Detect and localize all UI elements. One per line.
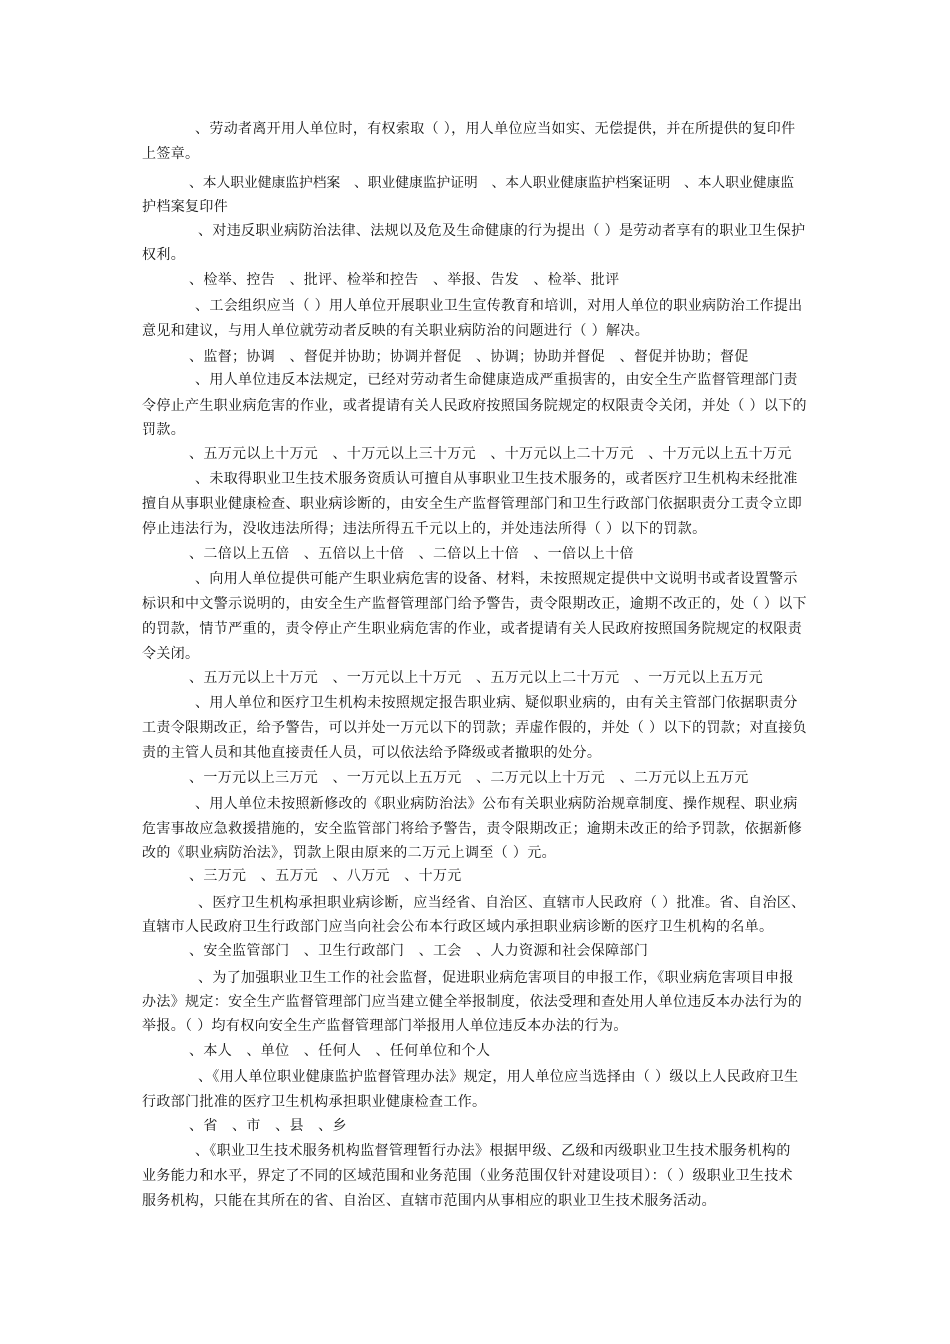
text-line: 、三万元 、五万元 、八万元 、十万元 [189, 868, 462, 884]
text-line: 令关闭。 [142, 646, 200, 662]
text-line: 、省 、市 、县 、乡 [189, 1118, 347, 1134]
text-line: 、本人职业健康监护档案 、职业健康监护证明 、本人职业健康监护档案证明 、本人职业健康监 [189, 175, 795, 191]
text-line: 直辖市人民政府卫生行政部门应当向社会公布本行政区域内承担职业病诊断的医疗卫生机构的名单。 [142, 919, 774, 935]
text-line: 停止违法行为，没收违法所得；违法所得五千元以上的，并处违法所得（ ）以下的罚款。 [142, 521, 707, 537]
text-line: 、一万元以上三万元 、一万元以上五万元 、二万元以上十万元 、二万元以上五万元 [189, 770, 749, 786]
text-line: 举报。（ ）均有权向安全生产监督管理部门举报用人单位违反本办法的行为。 [142, 1018, 628, 1034]
text-line: 标识和中文警示说明的，由安全生产监督管理部门给予警告，责令限期改正，逾期不改正的，处（ ）以下 [142, 596, 807, 612]
text-line: 改的《职业病防治法》，罚款上限由原来的二万元上调至（ ）元。 [142, 845, 556, 861]
text-line: 、安全监管部门 、卫生行政部门 、工会 、人力资源和社会保障部门 [189, 943, 649, 959]
text-line: 擅自从事职业健康检查、职业病诊断的，由安全生产监督管理部门和卫生行政部门依据职责分工责令立即 [142, 496, 803, 512]
text-line: 、工会组织应当（ ）用人单位开展职业卫生宣传教育和培训，对用人单位的职业病防治工作提出 [195, 298, 803, 314]
text-line: 、用人单位违反本法规定，已经对劳动者生命健康造成严重损害的，由安全生产监督管理部门责 [195, 372, 798, 388]
text-line: 护档案复印件 [142, 199, 229, 215]
text-line: 行政部门批准的医疗卫生机构承担职业健康检查工作。 [142, 1094, 487, 1110]
text-line: 、《职业卫生技术服务机构监督管理暂行办法》根据甲级、乙级和丙级职业卫生技术服务机构的 [195, 1143, 791, 1159]
text-line: 服务机构，只能在其所在的省、自治区、直辖市范围内从事相应的职业卫生技术服务活动。 [142, 1193, 716, 1209]
text-line: 的罚款，情节严重的，责令停止产生职业病危害的作业，或者提请有关人民政府按照国务院规定的权限责 [142, 621, 803, 637]
text-line: 、监督；协调 、督促并协助；协调并督促 、协调；协助并督促 、督促并协助；督促 [189, 349, 749, 365]
text-line: 、五万元以上十万元 、一万元以上十万元 、五万元以上二十万元 、一万元以上五万元 [189, 670, 763, 686]
text-line: 危害事故应急救援措施的，安全监管部门将给予警告，责令限期改正；逾期未改正的给予罚款，依据新修 [142, 821, 803, 837]
text-line: 、向用人单位提供可能产生职业病危害的设备、材料，未按照规定提供中文说明书或者设置警示 [195, 571, 798, 587]
text-line: 、医疗卫生机构承担职业病诊断，应当经省、自治区、直辖市人民政府（ ）批准。省、自治区、 [198, 895, 806, 911]
text-line: 、为了加强职业卫生工作的社会监督，促进职业病危害项目的申报工作，《职业病危害项目申报 [198, 970, 794, 986]
text-line: 、《用人单位职业健康监护监督管理办法》规定，用人单位应当选择由（ ）级以上人民政府卫生 [198, 1069, 799, 1085]
text-line: 、劳动者离开用人单位时，有权索取（ ），用人单位应当如实、无偿提供，并在所提供的复印件 [195, 121, 796, 137]
text-line: 令停止产生职业病危害的作业，或者提请有关人民政府按照国务院规定的权限责令关闭，并处（ ）以下的 [142, 398, 807, 414]
text-line: 工责令限期改正，给予警告，可以并处一万元以下的罚款；弄虚作假的，并处（ ）以下的罚款；对直接负 [142, 720, 807, 736]
text-line: 上签章。 [142, 146, 200, 162]
text-line: 意见和建议，与用人单位就劳动者反映的有关职业病防治的问题进行（ ）解决。 [142, 323, 650, 339]
text-line: 业务能力和水平，界定了不同的区域范围和业务范围（业务范围仅针对建设项目）：（ ）级职业卫生技术 [142, 1168, 793, 1184]
text-line: 、用人单位未按照新修改的《职业病防治法》公布有关职业病防治规章制度、操作规程、职业病 [195, 796, 798, 812]
text-line: 、对违反职业病防治法律、法规以及危及生命健康的行为提出（ ）是劳动者享有的职业卫生保护 [198, 223, 806, 239]
text-line: 办法》规定：安全生产监督管理部门应当建立健全举报制度，依法受理和查处用人单位违反本办法行为的 [142, 994, 803, 1010]
text-line: 、二倍以上五倍 、五倍以上十倍 、二倍以上十倍 、一倍以上十倍 [189, 546, 634, 562]
text-line: 、本人 、单位 、任何人 、任何单位和个人 [189, 1043, 491, 1059]
text-line: 、未取得职业卫生技术服务资质认可擅自从事职业卫生技术服务的，或者医疗卫生机构未经批准 [195, 471, 798, 487]
text-line: 权利。 [142, 247, 186, 263]
text-line: 、五万元以上十万元 、十万元以上三十万元 、十万元以上二十万元 、十万元以上五十万元 [189, 446, 792, 462]
text-line: 罚款。 [142, 422, 186, 438]
text-line: 、用人单位和医疗卫生机构未按照规定报告职业病、疑似职业病的，由有关主管部门依据职责分 [195, 695, 798, 711]
text-line: 、检举、控告 、批评、检举和控告 、举报、告发 、检举、批评 [189, 272, 620, 288]
text-line: 责的主管人员和其他直接责任人员，可以依法给予降级或者撤职的处分。 [142, 745, 602, 761]
